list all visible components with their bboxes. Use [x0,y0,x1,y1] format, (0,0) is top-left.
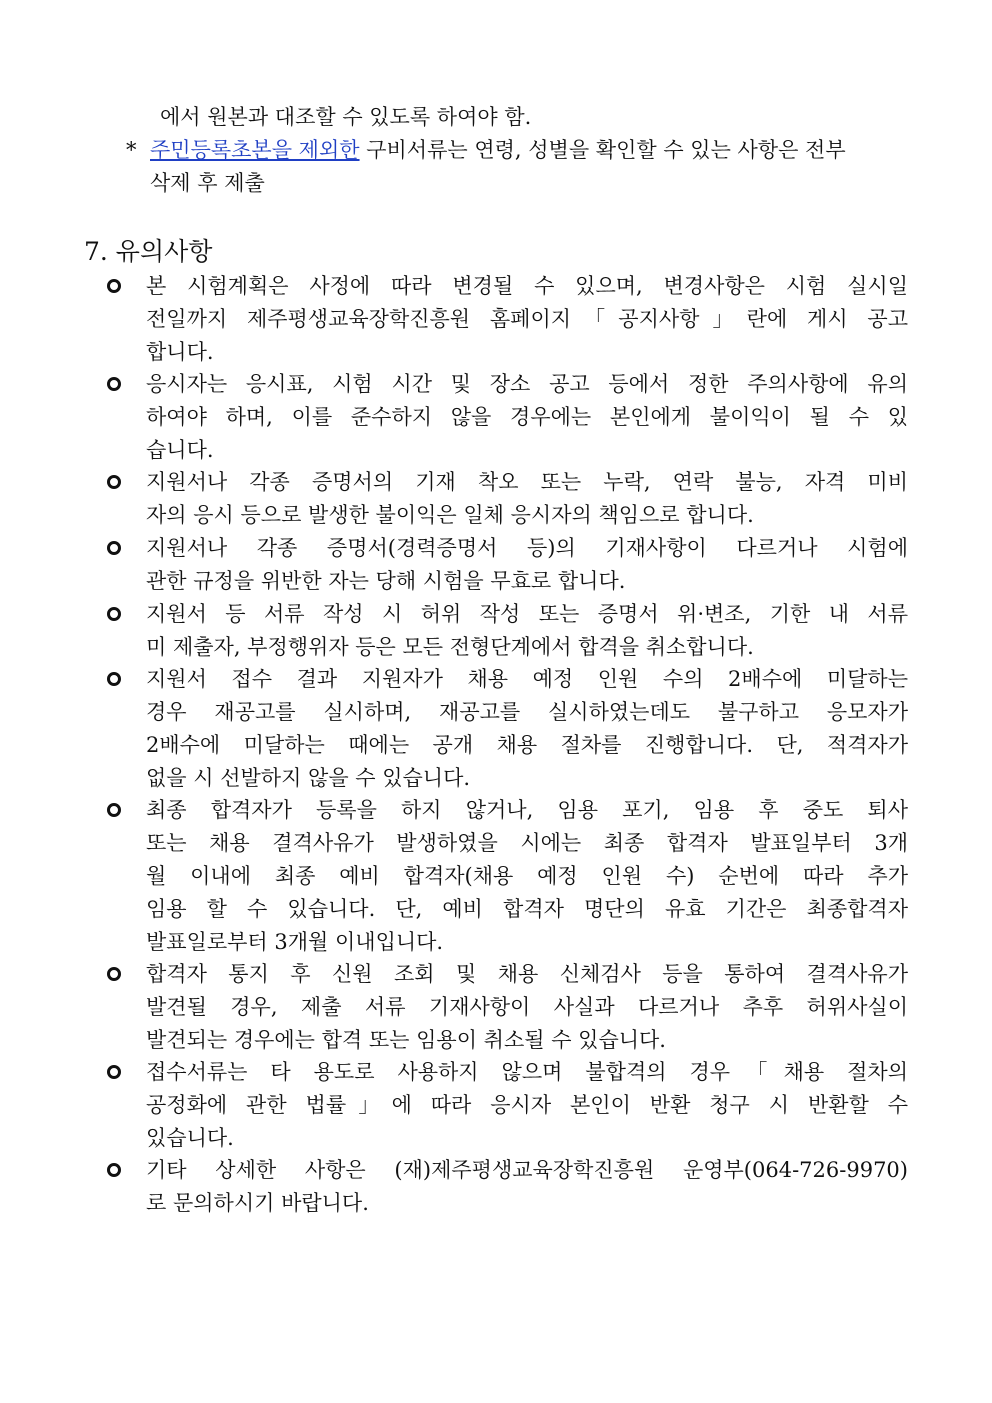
item-line: 지원서나 각종 증명서(경력증명서 등)의 기재사항이 다르거나 시험에 [146,536,908,560]
bullet-icon [107,1163,121,1177]
item-line: 합격자 통지 후 신원 조회 및 채용 신체검사 등을 통하여 결격사유가 [146,962,908,986]
note-link[interactable]: 주민등록초본을 제외한 [150,138,360,162]
item-line: 발표일로부터 3개월 이내입니다. [146,930,444,954]
item-line: 지원서 접수 결과 지원자가 채용 예정 인원 수의 2배수에 미달하는 [146,667,908,691]
item-line: 합니다. [146,340,214,364]
item-line: 임용 할 수 있습니다. 단, 예비 합격자 명단의 유효 기간은 최종합격자 [146,897,908,921]
item-line: 지원서나 각종 증명서의 기재 착오 또는 누락, 연락 불능, 자격 미비 [146,470,908,494]
item-line: 최종 합격자가 등록을 하지 않거나, 임용 포기, 임용 후 중도 퇴사 [146,798,908,822]
bullet-icon [107,279,121,293]
bullet-icon [107,1065,121,1079]
note-asterisk: * [126,138,137,162]
intro-line: 에서 원본과 대조할 수 있도록 하여야 함. [160,105,532,129]
item-line: 발견될 경우, 제출 서류 기재사항이 사실과 다르거나 추후 허위사실이 [146,995,908,1019]
item-line: 습니다. [146,438,214,462]
bullet-icon [107,475,121,489]
item-line: 기타 상세한 사항은 (재)제주평생교육장학진흥원 운영부(064-726-9970) [146,1158,908,1182]
bullet-icon [107,541,121,555]
bullet-icon [107,803,121,817]
item-line: 하여야 하며, 이를 준수하지 않을 경우에는 본인에게 불이익이 될 수 있 [146,405,908,429]
item-line: 경우 재공고를 실시하며, 재공고를 실시하였는데도 불구하고 응모자가 [146,700,908,724]
item-line: 또는 채용 결격사유가 발생하였을 시에는 최종 합격자 발표일부터 3개 [146,831,908,855]
item-line: 미 제출자, 부정행위자 등은 모든 전형단계에서 합격을 취소합니다. [146,635,754,659]
bullet-icon [107,377,121,391]
item-line: 응시자는 응시표, 시험 시간 및 장소 공고 등에서 정한 주의사항에 유의 [146,372,908,396]
item-line: 월 이내에 최종 예비 합격자(채용 예정 인원 수) 순번에 따라 추가 [146,864,908,888]
item-line: 있습니다. [146,1126,234,1150]
item-line: 접수서류는 타 용도로 사용하지 않으며 불합격의 경우「채용 절차의 [146,1060,908,1084]
item-line: 지원서 등 서류 작성 시 허위 작성 또는 증명서 위·변조, 기한 내 서류 [146,602,908,626]
bullet-icon [107,967,121,981]
note-line-2: 삭제 후 제출 [150,171,265,195]
item-line: 없을 시 선발하지 않을 수 있습니다. [146,766,471,790]
item-line: 자의 응시 등으로 발생한 불이익은 일체 응시자의 책임으로 합니다. [146,503,754,527]
bullet-icon [107,672,121,686]
item-line: 관한 규정을 위반한 자는 당해 시험을 무효로 합니다. [146,569,626,593]
item-line: 2배수에 미달하는 때에는 공개 채용 절차를 진행합니다. 단, 적격자가 [146,733,908,757]
item-line: 전일까지 제주평생교육장학진흥원 홈페이지「공지사항」란에 게시 공고 [146,307,908,331]
note-line [150,134,908,166]
item-line: 발견되는 경우에는 합격 또는 임용이 취소될 수 있습니다. [146,1028,666,1052]
item-line: 로 문의하시기 바랍니다. [146,1191,369,1215]
item-line: 본 시험계획은 사정에 따라 변경될 수 있으며, 변경사항은 시험 실시일 [146,274,908,298]
section-title: 7. 유의사항 [84,237,213,266]
item-line: 공정화에 관한 법률」에 따라 응시자 본인이 반환 청구 시 반환할 수 [146,1093,908,1117]
note-text: 구비서류는 연령, 성별을 확인할 수 있는 사항은 전부 [359,138,846,162]
bullet-icon [107,607,121,621]
